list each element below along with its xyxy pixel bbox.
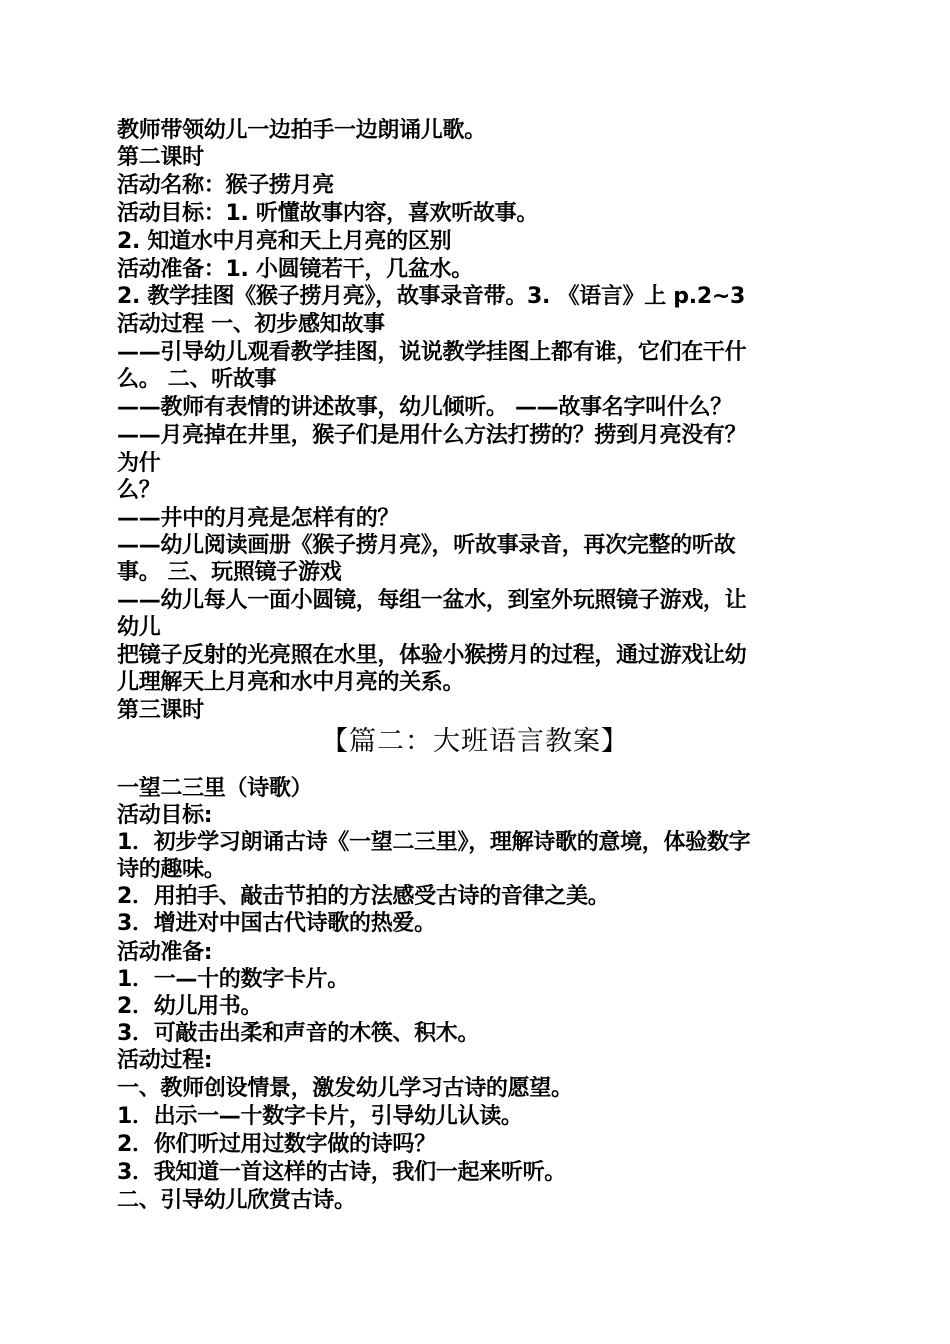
text-line: 为什 — [117, 451, 161, 476]
text-line: ——教师有表情的讲述故事，幼儿倾听。 ——故事名字叫什么？ — [117, 395, 732, 420]
text-line: 1．一—十的数字卡片。 — [117, 967, 350, 992]
text-line: 活动准备: — [117, 940, 213, 965]
text-line: 教师带领幼儿一边拍手一边朗诵儿歌。 — [117, 118, 486, 143]
text-line: 活动目标: — [117, 803, 213, 828]
text-line: 第三课时 — [117, 698, 204, 723]
text-line: 3．可敲击出柔和声音的木筷、积木。 — [117, 1021, 480, 1046]
text-line: 二、引导幼儿欣赏古诗。 — [117, 1188, 356, 1213]
text-line: 活动过程 一、初步感知故事 — [117, 312, 385, 337]
text-line: 2. 教学挂图《猴子捞月亮》，故事录音带。3. 《语言》上 p.2~3 — [117, 284, 745, 309]
text-line: 活动目标：1. 听懂故事内容，喜欢听故事。 — [117, 201, 539, 226]
text-line: 1．初步学习朗诵古诗《一望二三里》，理解诗歌的意境，体验数字 — [117, 830, 751, 855]
text-line: 2．用拍手、敲击节拍的方法感受古诗的音律之美。 — [117, 884, 610, 909]
text-line: 么？ — [117, 478, 161, 503]
text-line: 活动准备：1. 小圆镜若干，几盆水。 — [117, 257, 473, 282]
text-line: 把镜子反射的光亮照在水里，体验小猴捞月的过程，通过游戏让幼 — [117, 643, 747, 668]
text-line: 3．我知道一首这样的古诗，我们一起来听听。 — [117, 1160, 567, 1185]
text-line: 么。 二、听故事 — [117, 367, 277, 392]
text-line: 一、教师创设情景，激发幼儿学习古诗的愿望。 — [117, 1076, 573, 1101]
text-line: 第二课时 — [117, 145, 204, 170]
text-line: 2．幼儿用书。 — [117, 994, 263, 1019]
text-line: 诗的趣味。 — [117, 857, 226, 882]
text-line: 幼儿 — [117, 615, 161, 640]
text-line: 一望二三里（诗歌） — [117, 776, 313, 801]
text-line: 3．增进对中国古代诗歌的热爱。 — [117, 911, 436, 936]
text-line: ——井中的月亮是怎样有的？ — [117, 506, 400, 531]
text-line: 活动过程: — [117, 1048, 213, 1073]
text-line: 事。 三、玩照镜子游戏 — [117, 560, 342, 585]
text-line: ——月亮掉在井里，猴子们是用什么方法打捞的？捞到月亮没有？ — [117, 423, 747, 448]
text-line: ——幼儿每人一面小圆镜，每组一盆水，到室外玩照镜子游戏，让 — [117, 588, 747, 613]
text-line: 1．出示一—十数字卡片，引导幼儿认读。 — [117, 1104, 523, 1129]
text-line: 活动名称：猴子捞月亮 — [117, 173, 335, 198]
text-line: ——引导幼儿观看教学挂图，说说教学挂图上都有谁，它们在干什 — [117, 340, 747, 365]
text-line: 2. 知道水中月亮和天上月亮的区别 — [117, 229, 452, 254]
text-line: 儿理解天上月亮和水中月亮的关系。 — [117, 670, 465, 695]
text-line: ——幼儿阅读画册《猴子捞月亮》，听故事录音，再次完整的听故 — [117, 533, 736, 558]
section-heading: 【篇二：大班语言教案】 — [321, 726, 629, 757]
text-line: 2．你们听过用过数字做的诗吗？ — [117, 1132, 436, 1157]
